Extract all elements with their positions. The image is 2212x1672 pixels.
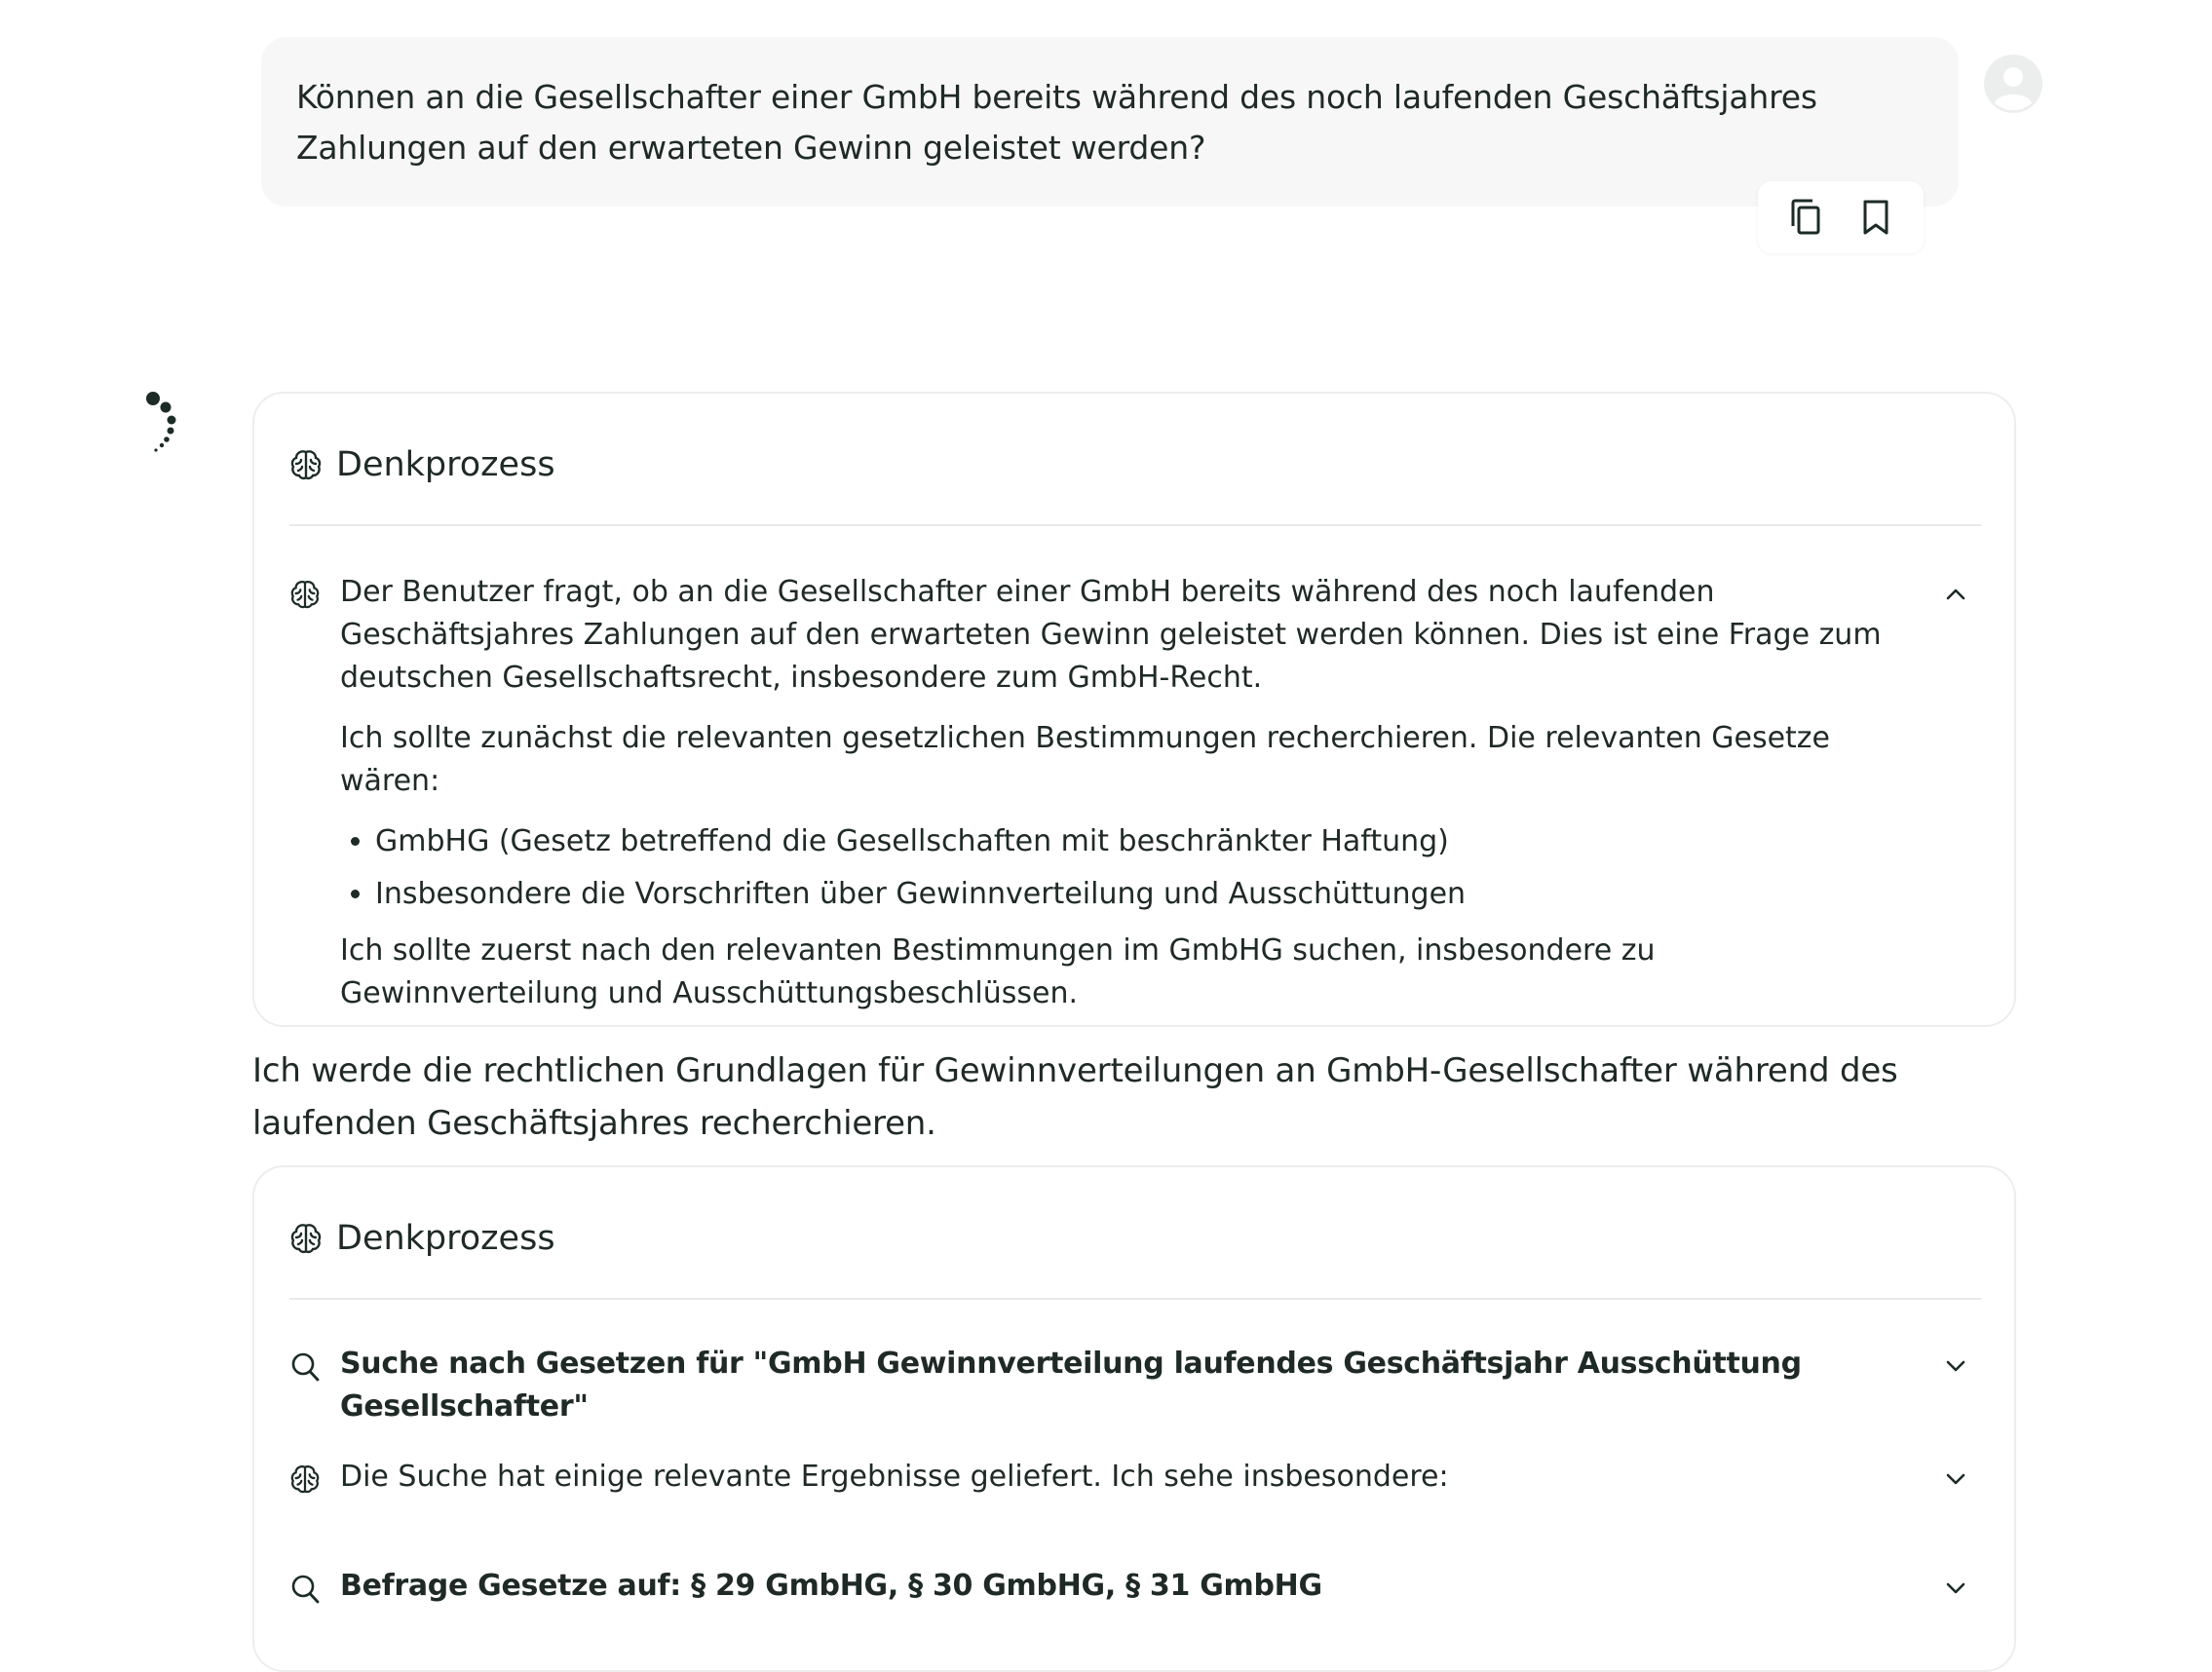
thinking-header[interactable] (289, 1214, 555, 1263)
chevron-up-icon (1944, 587, 1967, 602)
thinking-step-search[interactable] (289, 1343, 1981, 1428)
chevron-down-icon (1944, 1358, 1967, 1374)
thinking-card-2 (252, 1165, 2016, 1672)
search-icon (289, 1350, 321, 1384)
thinking-step-paragraph: Ich sollte zuerst nach den relevanten Bestimmungen im GmbHG suchen, insbesondere zu Gewinnverteilung und Ausschüttungsbeschlüssen. (340, 933, 1656, 1010)
chevron-down-icon (1944, 1580, 1967, 1596)
loading-spinner-icon (140, 386, 189, 460)
thinking-step-result[interactable] (289, 1456, 1981, 1499)
user-avatar (1984, 55, 2042, 113)
thinking-step-list (340, 820, 1923, 916)
divider (289, 524, 1981, 526)
list-item: • GmbHG (Gesetz betreffend die Gesellschaften mit beschränkter Haftung) (375, 820, 1923, 863)
thinking-card-1 (252, 392, 2016, 1027)
brain-icon (289, 579, 321, 610)
query-step-text: Befrage Gesetze auf: § 29 GmbHG, § 30 GmbHG, § 31 GmbHG (340, 1569, 1322, 1603)
user-message-actions (1758, 181, 1924, 253)
search-step-text: Suche nach Gesetzen für "GmbH Gewinnverteilung laufendes Geschäftsjahr Ausschüttung Gesellschafter" (340, 1347, 1802, 1424)
brain-icon (289, 1463, 321, 1495)
thinking-step-query[interactable] (289, 1565, 1981, 1610)
copy-button[interactable] (1782, 194, 1829, 241)
thinking-header[interactable] (289, 440, 555, 489)
bookmark-button[interactable] (1852, 194, 1899, 241)
expand-button[interactable] (1936, 1347, 1975, 1386)
bookmark-icon (1861, 199, 1890, 236)
thinking-title: Denkprozess (336, 445, 555, 484)
list-item: • Insbesondere die Vorschriften über Gewinnverteilung und Ausschüttungen (375, 873, 1923, 916)
chevron-down-icon (1944, 1471, 1967, 1487)
collapse-button[interactable] (1936, 575, 1975, 614)
user-message-bubble (261, 37, 1959, 207)
brain-icon (289, 1222, 323, 1255)
thinking-step-expanded (289, 571, 1981, 1033)
thinking-step-paragraph: Ich sollte zunächst die relevanten gesetzlichen Bestimmungen recherchieren. Die relevanten Gesetze wären: (340, 721, 1831, 798)
thinking-title: Denkprozess (336, 1219, 555, 1258)
assistant-message-text: Ich werde die rechtlichen Grundlagen für Gewinnverteilungen an GmbH-Gesellschafter während des laufenden Geschäftsjahres recherchieren. (252, 1051, 1898, 1143)
expand-button[interactable] (1936, 1460, 1975, 1499)
search-icon (289, 1573, 321, 1606)
expand-button[interactable] (1936, 1569, 1975, 1608)
user-message-text: Können an die Gesellschafter einer GmbH bereits während des noch laufenden Geschäftsjahres Zahlungen auf den erwarteten Gewinn geleistet werden? (296, 78, 1817, 167)
thinking-step-intro: Der Benutzer fragt, ob an die Gesellschafter einer GmbH bereits während des noch laufenden Geschäftsjahres Zahlungen auf den erwarteten Gewinn geleistet werden können. Dies ist eine Frage zum deutschen Gesellschaftsrecht, insbesondere zum GmbH-Recht. (340, 575, 1882, 695)
user-avatar-icon (1984, 55, 2042, 113)
divider (289, 1298, 1981, 1300)
result-step-text: Die Suche hat einige relevante Ergebnisse geliefert. Ich sehe insbesondere: (340, 1460, 1449, 1494)
copy-icon (1789, 199, 1822, 236)
thinking-step-body (340, 571, 1981, 1033)
brain-icon (289, 448, 323, 481)
